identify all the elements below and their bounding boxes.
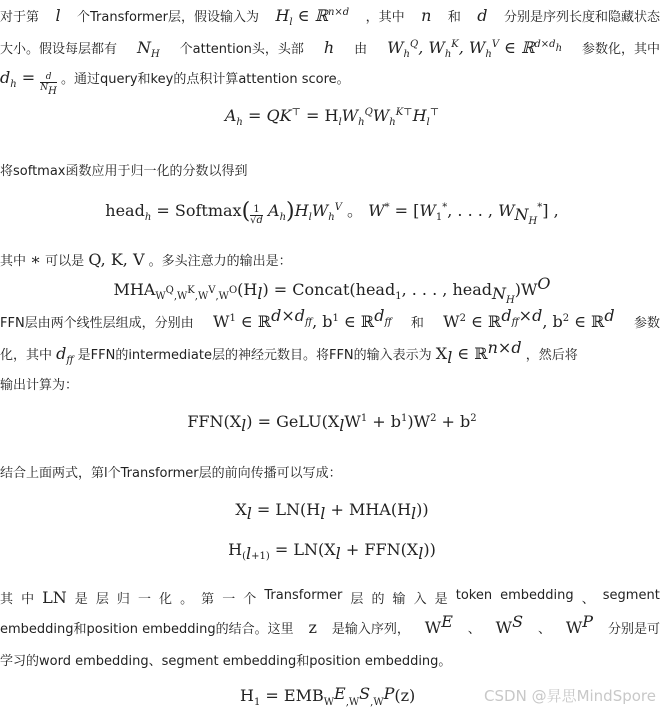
- paragraph-6-word: 入: [413, 592, 427, 607]
- paragraph-3: 其中 ∗ 可以是 Q, K, V 。多头注意力的输出是：: [0, 250, 292, 269]
- paragraph-6-word: 化: [159, 592, 173, 607]
- paragraph-6-word: 个: [243, 592, 257, 607]
- paragraph-6-word: 层: [350, 592, 364, 607]
- equation-mha: $MHA_{W^Q,W^K,W^V,W^O}(H_l)$ = Concat(head$_1$, . . . , $head_{N_H})W^O$: [113, 274, 551, 306]
- paragraph-6-word: 是: [434, 592, 448, 607]
- paragraph-6-word: 其: [0, 592, 14, 607]
- paragraph-6-word: 的: [371, 592, 385, 607]
- paragraph-4-line-3: 输出计算为：: [0, 378, 79, 393]
- equation-attention-score: $A_h = QK^⊤ = H_lW_h^QW_h^{K⊤}H_l^⊤$: [224, 106, 440, 128]
- paragraph-6-line-3: 学习的word embedding、segment embedding和position embedding。: [0, 654, 452, 669]
- paragraph-4-line-1: FFN层由两个线性层组成，分别由 $W^1$ ∈ ℝ$^{d\times d_{ff}}$, $b^1$ ∈ ℝ$^{d_{ff}}$ 和 $W^2$ ∈ ℝ$^{d_{ff}\times d}$, $b^2$ ∈ ℝ$^d$ 参数: [0, 306, 660, 331]
- paragraph-6-word: segment: [602, 588, 660, 603]
- paragraph-6-word: embedding: [500, 588, 574, 603]
- paragraph-6-word: 、: [581, 592, 595, 607]
- paragraph-6-word: 归: [116, 592, 130, 607]
- paragraph-6-word: LN: [42, 588, 67, 607]
- paragraph-5: 结合上面两式，第l个Transformer层的前向传播可以写成：: [0, 466, 342, 481]
- watermark: CSDN @昇思MindSpore: [484, 687, 656, 705]
- paragraph-6-word: 层: [95, 592, 109, 607]
- paragraph-6-word: 输: [392, 592, 406, 607]
- equation-ffn: $FFN(X_l)$ = $GeLU(X_lW^1 + b^1)W^2 + b^2$: [187, 412, 477, 435]
- paragraph-1-line-2: 大小。假设每层都有 $N_H$ 个attention头，头部 h 由 $W_h^Q$, $W_h^K$, $W_h^V$ ∈ ℝ$^{d\times d_h}$ 参数化，其中: [0, 38, 660, 60]
- paragraph-6-word: Transformer: [264, 588, 343, 603]
- paragraph-6-word: token: [455, 588, 493, 603]
- paragraph-6-word: 一: [222, 592, 236, 607]
- paragraph-4-line-2: 化，其中 $d_{ff}$ 是FFN的intermediate层的神经元数目。将FFN的输入表示为 $X_l$ ∈ ℝ$^{n\times d}$ ，然后将: [0, 338, 578, 367]
- paragraph-1-line-3: $d_h$ = $\frac{d}{N_H}$ 。通过query和key的点积计算attention score。: [0, 68, 350, 97]
- paragraph-6-word: 一: [137, 592, 151, 607]
- paragraph-2: 将softmax函数应用于归一化的分数以得到: [0, 164, 248, 179]
- equation-layer-norm-ffn: $H_{(l+1)} = LN(X_l + FFN(X_l))$: [228, 540, 436, 563]
- paragraph-6-word: 。: [180, 592, 194, 607]
- paragraph-6-word: 第: [201, 592, 215, 607]
- equation-layer-norm-mha: $X_l = LN(H_l + MHA(H_l))$: [235, 500, 429, 523]
- paragraph-6-word: 中: [21, 592, 35, 607]
- paragraph-6-word: 是: [74, 592, 88, 607]
- paragraph-1-line-1: 对于第 l 个Transformer层，假设输入为 $H_l$ ∈ ℝ$^{n\times d}$ ，其中 n 和 d 分别是序列长度和隐藏状态: [0, 6, 660, 28]
- paragraph-6-line-2: embedding和position embedding的结合。这里 z 是输入序列， $W^E$ 、 $W^S$ 、 $W^P$ 分别是可: [0, 612, 660, 637]
- equation-embedding: $H_1 = EMB_{W^E,W^S,W^P}(z)$: [240, 684, 416, 708]
- paragraph-6-line-1: [0, 588, 664, 607]
- equation-head-softmax: head$_h$ = Softmax( $\frac{1}{√d}$ $A_h)H_lW_h^V$ 。 $W^* = [W_1^*$, . . . , $W_{N_H}^*$] ,: [105, 199, 559, 227]
